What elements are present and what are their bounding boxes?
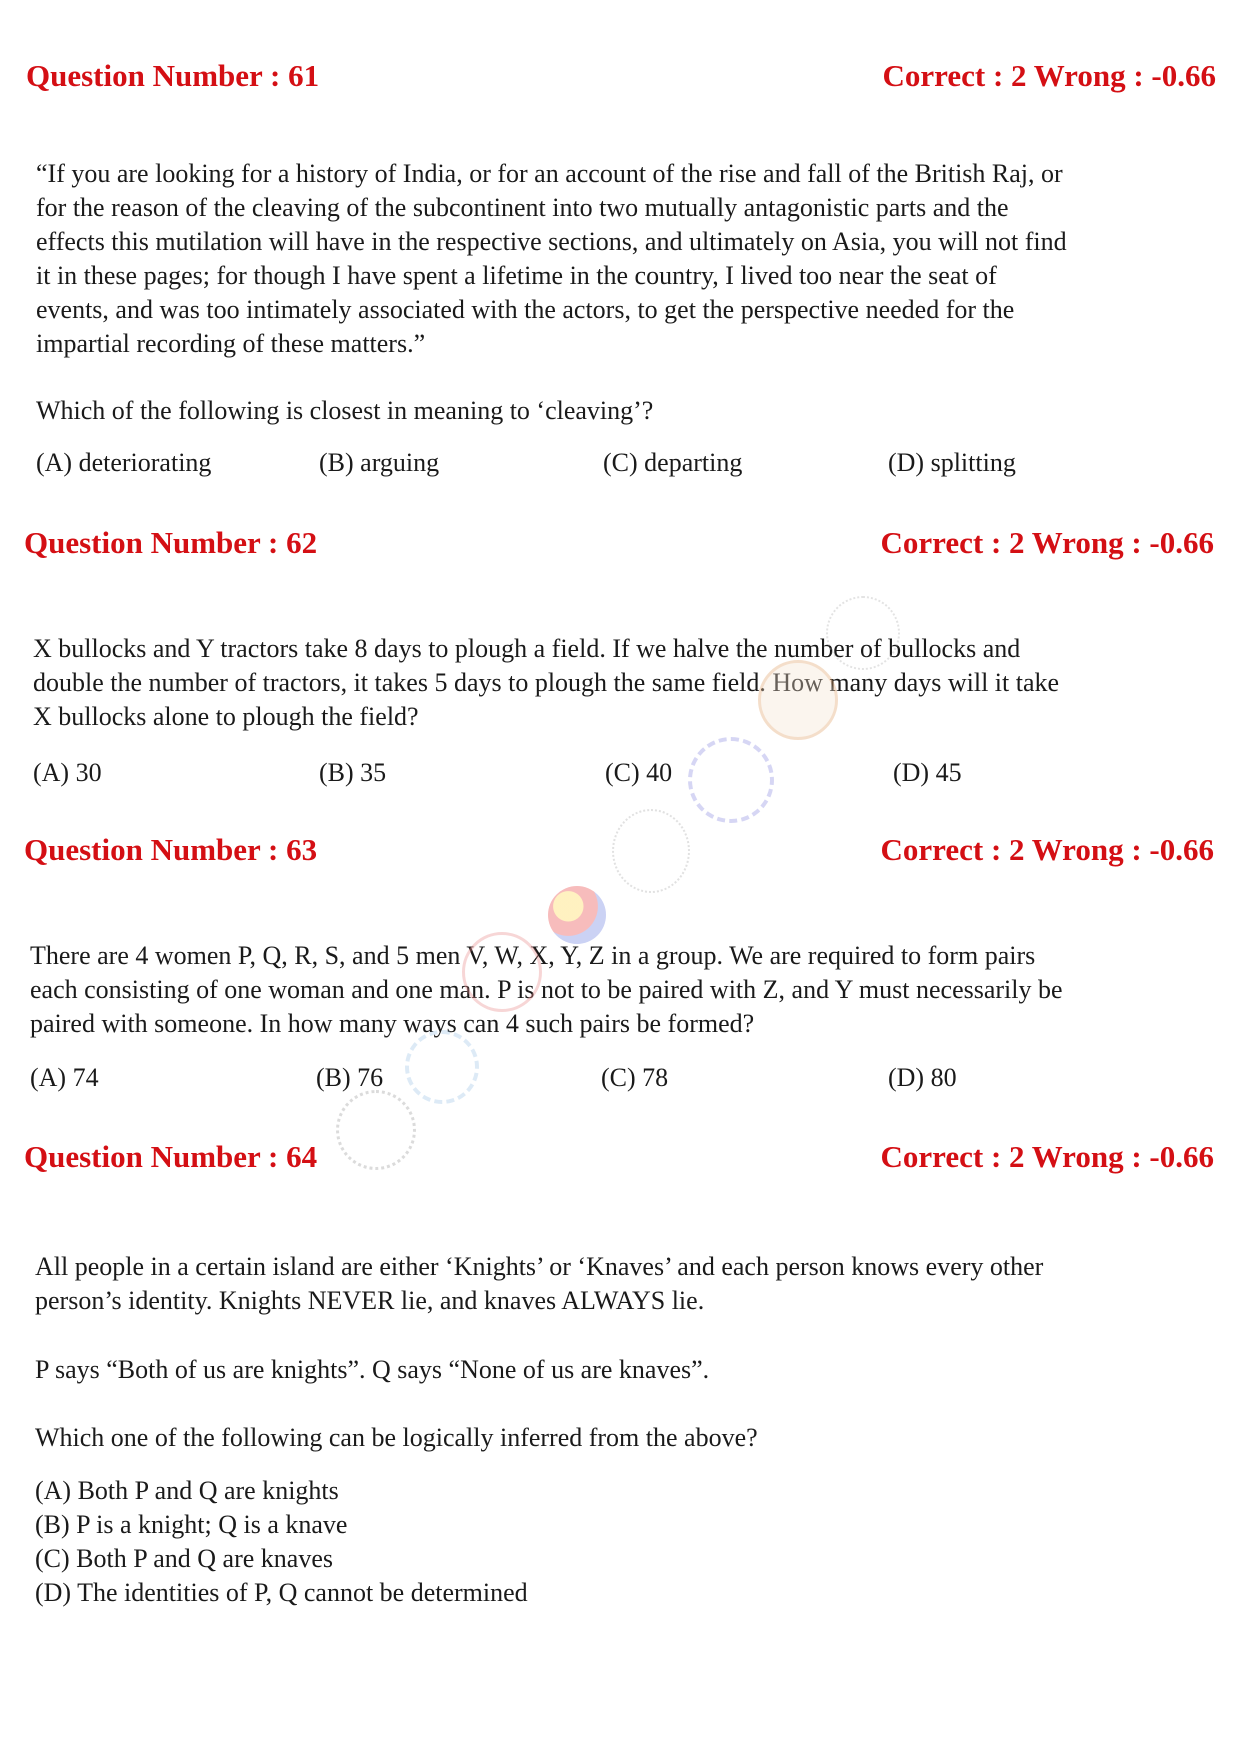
passage-line: X bullocks alone to plough the field? [33, 702, 419, 731]
marking-scheme: Correct : 2 Wrong : -0.66 [880, 525, 1214, 560]
question-number: Question Number : 62 [24, 525, 318, 560]
passage-line: events, and was too intimately associated with the actors, to get the perspective needed for the [36, 295, 1015, 324]
option-b[interactable]: (B) P is a knight; Q is a knave [35, 1510, 348, 1539]
option-a[interactable]: (A) Both P and Q are knights [35, 1476, 339, 1505]
option-c[interactable]: (C) 78 [601, 1063, 669, 1092]
option-b[interactable]: (B) 35 [319, 758, 387, 787]
marking-scheme: Correct : 2 Wrong : -0.66 [880, 1139, 1214, 1174]
question-number: Question Number : 64 [24, 1139, 318, 1174]
option-b[interactable]: (B) 76 [316, 1063, 384, 1092]
question-passage [36, 157, 1067, 361]
option-c[interactable]: (C) Both P and Q are knaves [35, 1544, 333, 1573]
passage-line: each consisting of one woman and one man. P is not to be paired with Z, and Y must necessarily be [30, 975, 1063, 1004]
question-number: Question Number : 61 [26, 58, 320, 93]
question-passage [33, 632, 1059, 734]
passage-line: X bullocks and Y tractors take 8 days to plough a field. If we halve the number of bullocks and [33, 634, 1021, 663]
yin-yang-logo-icon [548, 886, 606, 944]
question-passage [35, 1250, 1043, 1318]
passage-line: effects this mutilation will have in the respective sections, and ultimately on Asia, you will not find [36, 227, 1067, 256]
question-statement: P says “Both of us are knights”. Q says “None of us are knaves”. [35, 1355, 710, 1384]
option-a[interactable]: (A) 74 [30, 1063, 99, 1092]
option-d[interactable]: (D) The identities of P, Q cannot be determined [35, 1578, 528, 1607]
marking-scheme: Correct : 2 Wrong : -0.66 [880, 832, 1214, 867]
passage-line: There are 4 women P, Q, R, S, and 5 men V, W, X, Y, Z in a group. We are required to form pairs [30, 941, 1036, 970]
passage-line: “If you are looking for a history of India, or for an account of the rise and fall of the British Raj, or [36, 159, 1063, 188]
question-header [0, 1137, 1240, 1177]
passage-line: double the number of tractors, it takes 5 days to plough the same field. How many days will it take [33, 668, 1060, 697]
option-a[interactable]: (A) 30 [33, 758, 102, 787]
option-list [35, 1474, 528, 1610]
option-c[interactable]: (C) departing [603, 448, 743, 477]
passage-line: All people in a certain island are either ‘Knights’ or ‘Knaves’ and each person knows every other [35, 1252, 1044, 1281]
marking-scheme: Correct : 2 Wrong : -0.66 [882, 58, 1216, 93]
option-a[interactable]: (A) deteriorating [36, 448, 212, 477]
option-d[interactable]: (D) splitting [888, 448, 1016, 477]
gear-emblem-icon [405, 1030, 479, 1104]
question-header [0, 830, 1240, 870]
question-prompt: Which one of the following can be logically inferred from the above? [35, 1423, 758, 1452]
question-header [0, 56, 1240, 96]
question-header [0, 523, 1240, 563]
question-number: Question Number : 63 [24, 832, 318, 867]
option-b[interactable]: (B) arguing [319, 448, 440, 477]
gear-emblem-icon [688, 737, 774, 823]
passage-line: for the reason of the cleaving of the subcontinent into two mutually antagonistic parts and the [36, 193, 1009, 222]
option-d[interactable]: (D) 45 [893, 758, 962, 787]
option-d[interactable]: (D) 80 [888, 1063, 957, 1092]
passage-line: it in these pages; for though I have spent a lifetime in the country, I lived too near the seat of [36, 261, 997, 290]
passage-line: impartial recording of these matters.” [36, 329, 426, 358]
passage-line: paired with someone. In how many ways can 4 such pairs be formed? [30, 1009, 755, 1038]
passage-line: person’s identity. Knights NEVER lie, and knaves ALWAYS lie. [35, 1286, 705, 1315]
option-c[interactable]: (C) 40 [605, 758, 673, 787]
question-passage [30, 939, 1063, 1041]
question-prompt: Which of the following is closest in meaning to ‘cleaving’? [36, 396, 654, 425]
